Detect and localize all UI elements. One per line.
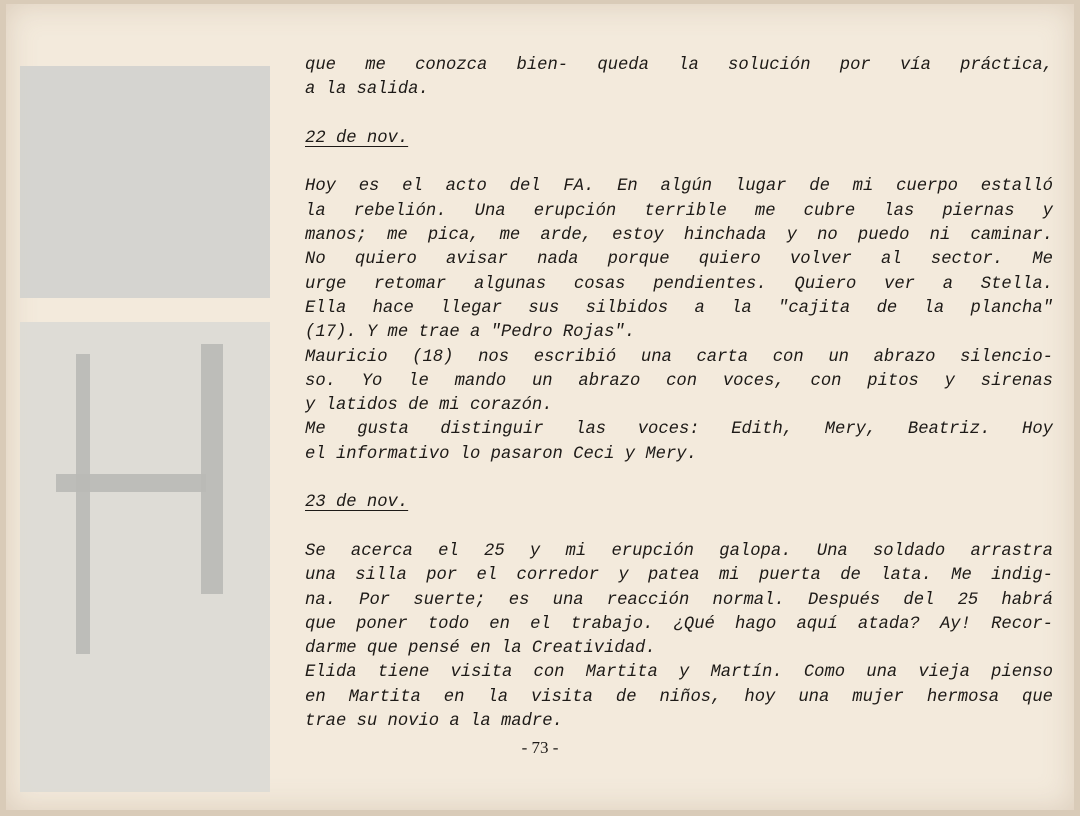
date-heading <box>305 491 1053 515</box>
blank-line <box>305 516 1053 540</box>
bleed-through-shape <box>56 474 206 492</box>
text-line: a la salida. <box>305 80 429 100</box>
text-line: trae su novio a la madre. <box>305 712 563 732</box>
blank-line <box>305 103 1053 127</box>
text-line: na. Por suerte; es una reacción normal. Después del 25 habrá <box>305 590 1053 610</box>
text-line: Se acerca el 25 y mi erupción galopa. Una soldado arrastra <box>305 541 1053 561</box>
text-line: y latidos de mi corazón. <box>305 396 553 416</box>
text-line: una silla por el corredor y patea mi puerta de lata. Me indig- <box>305 566 1053 586</box>
text-line: Elida tiene visita con Martita y Martín. Como una vieja pienso <box>305 663 1053 683</box>
bleed-through-photo-bottom <box>20 322 270 792</box>
date-heading-text: 23 de nov. <box>305 493 409 513</box>
bleed-through-photo-top <box>20 66 270 298</box>
text-line: la rebelión. Una erupción terrible me cubre las piernas y <box>305 201 1053 221</box>
text-line: manos; me pica, me arde, estoy hinchada y no puedo ni caminar. <box>305 226 1053 246</box>
diary-text <box>305 54 1053 734</box>
text-line: (17). Y me trae a "Pedro Rojas". <box>305 323 636 343</box>
date-heading-text: 22 de nov. <box>305 128 409 148</box>
book-page <box>6 4 1074 810</box>
text-line: que poner todo en el trabajo. ¿Qué hago aquí atada? Ay! Recor- <box>305 614 1053 634</box>
text-line: Me gusta distinguir las voces: Edith, Mery, Beatriz. Hoy <box>305 420 1053 440</box>
blank-line <box>305 151 1053 175</box>
text-line: en Martita en la visita de niños, hoy una mujer hermosa que <box>305 687 1053 707</box>
text-line: urge retomar algunas cosas pendientes. Quiero ver a Stella. <box>305 274 1053 294</box>
blank-line <box>305 467 1053 491</box>
text-line: el informativo lo pasaron Ceci y Mery. <box>305 444 697 464</box>
text-line: No quiero avisar nada porque quiero volver al sector. Me <box>305 250 1053 270</box>
bleed-through-shape <box>201 344 223 594</box>
page-number: - 73 - <box>521 738 559 757</box>
text-line: Ella hace llegar sus silbidos a la "cajita de la plancha" <box>305 298 1053 318</box>
text-line: Mauricio (18) nos escribió una carta con un abrazo silencio- <box>305 347 1053 367</box>
text-line: que me conozca bien- queda la solución por vía práctica, <box>305 56 1053 75</box>
text-line: so. Yo le mando un abrazo con voces, con pitos y sirenas <box>305 371 1053 391</box>
date-heading <box>305 127 1053 151</box>
text-line: darme que pensé en la Creatividad. <box>305 639 656 659</box>
text-line: Hoy es el acto del FA. En algún lugar de mi cuerpo estalló <box>305 177 1053 197</box>
bleed-through-shape <box>76 354 90 654</box>
